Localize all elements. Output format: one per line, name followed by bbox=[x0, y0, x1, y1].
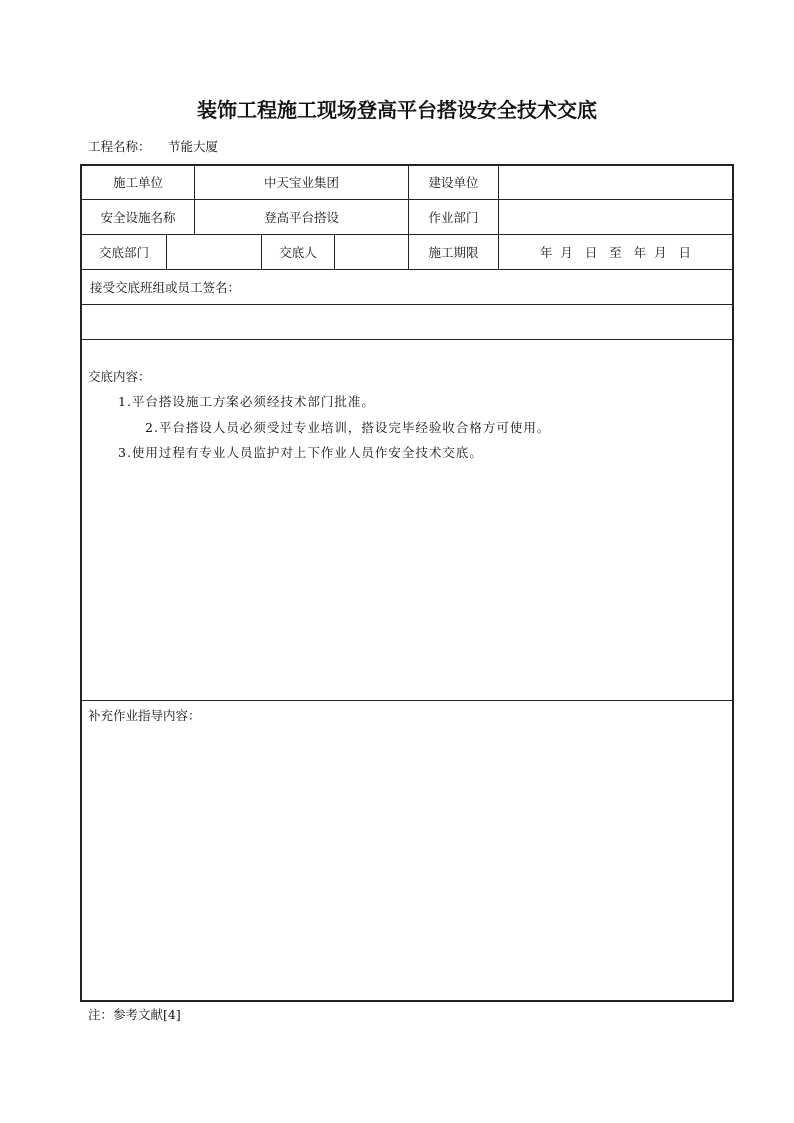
disclosure-dept-label: 交底部门 bbox=[98, 245, 149, 260]
footnote: 注：参考文献[4] bbox=[88, 1007, 181, 1022]
work-dept-value[interactable] bbox=[499, 200, 732, 234]
owner-unit-value[interactable] bbox=[499, 165, 732, 199]
facility-name-value[interactable]: 登高平台搭设 bbox=[263, 210, 339, 225]
page-title: 装饰工程施工现场登高平台搭设安全技术交底 bbox=[197, 98, 597, 122]
content-item: 1.平台搭设施工方案必须经技术部门批准。 bbox=[118, 394, 375, 409]
content-item: 3.使用过程有专业人员监护对上下作业人员作安全技术交底。 bbox=[118, 445, 483, 460]
period-label: 施工期限 bbox=[428, 245, 479, 260]
discloser-value[interactable] bbox=[335, 235, 408, 269]
supplement-label: 补充作业指导内容： bbox=[88, 708, 201, 723]
project-name-value: 节能大厦 bbox=[168, 139, 219, 154]
construction-unit-label: 施工单位 bbox=[112, 175, 163, 190]
signature-field[interactable] bbox=[82, 305, 732, 339]
signature-label: 接受交底班组或员工签名： bbox=[90, 280, 241, 295]
construction-unit-value[interactable]: 中天宝业集团 bbox=[263, 175, 339, 190]
content-item: 2.平台搭设人员必须受过专业培训，搭设完毕经验收合格方可使用。 bbox=[145, 420, 551, 435]
discloser-label: 交底人 bbox=[279, 245, 317, 260]
work-dept-label: 作业部门 bbox=[428, 210, 479, 225]
facility-name-label: 安全设施名称 bbox=[100, 210, 176, 225]
owner-unit-label: 建设单位 bbox=[428, 175, 479, 190]
project-name-label: 工程名称： bbox=[88, 139, 151, 154]
period-value[interactable]: 年 月 日 至 年 月 日 bbox=[539, 245, 692, 260]
disclosure-dept-value[interactable] bbox=[167, 235, 261, 269]
content-label: 交底内容： bbox=[88, 369, 151, 384]
